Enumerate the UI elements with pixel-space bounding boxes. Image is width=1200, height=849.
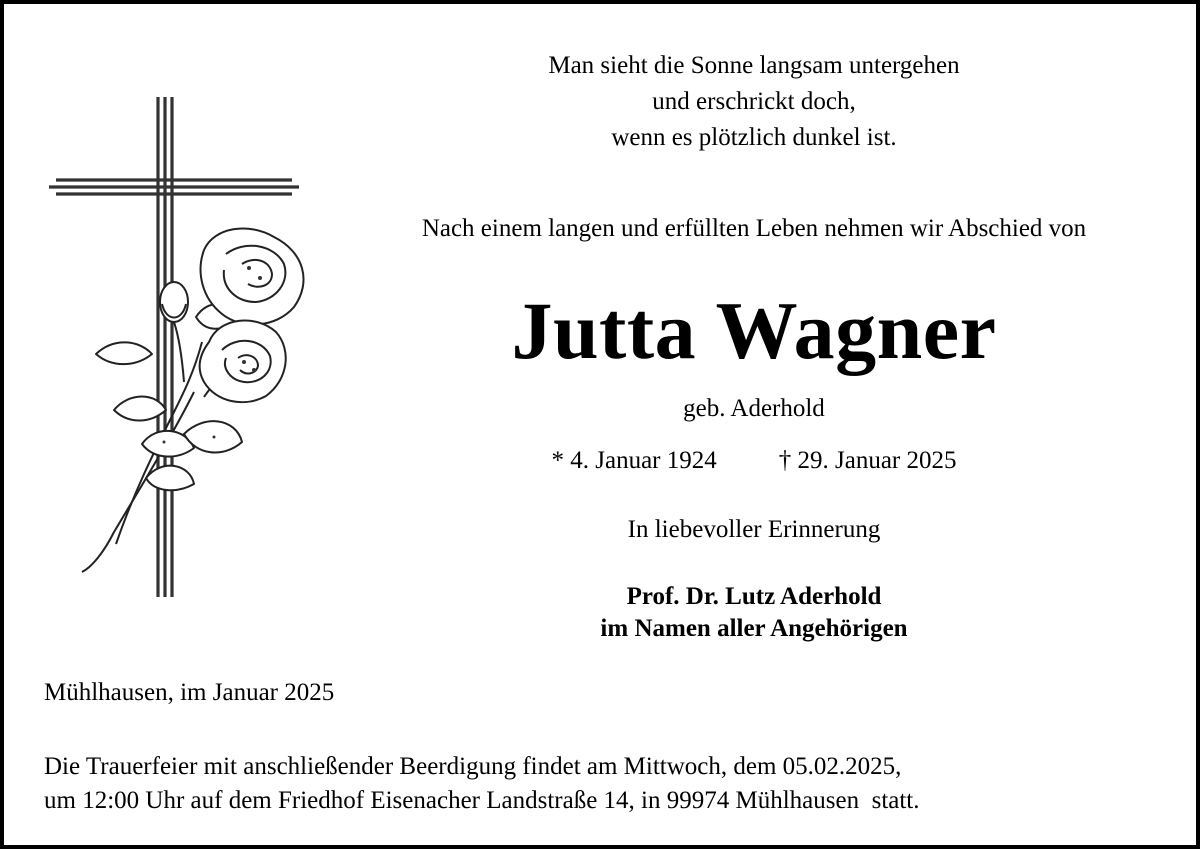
birth-date: * 4. Januar 1924 [551, 447, 717, 474]
memory-line: In liebevoller Erinnerung [627, 516, 881, 543]
funeral-details [44, 750, 920, 818]
poem [304, 48, 1200, 156]
death-date: † 29. Januar 2025 [778, 447, 957, 474]
poem-line: und erschrickt doch, [652, 88, 856, 115]
poem-line: wenn es plötzlich dunkel ist. [611, 124, 897, 151]
funeral-line: um 12:00 Uhr auf dem Friedhof Eisenacher Landstraße 14, in 99974 Mühlhausen statt. [44, 787, 920, 814]
funeral-line: Die Trauerfeier mit anschließender Beerdigung findet am Mittwoch, dem 05.02.2025, [44, 753, 902, 780]
place-date: Mühlhausen, im Januar 2025 [44, 679, 335, 706]
cross-with-roses-icon [44, 92, 314, 602]
deceased-name: Jutta Wagner [511, 285, 997, 376]
signer-name: Prof. Dr. Lutz Aderhold [626, 583, 882, 610]
maiden-name: geb. Aderhold [683, 395, 825, 422]
signer-family: im Namen aller Angehörigen [600, 615, 908, 642]
intro-text: Nach einem langen und erfüllten Leben nehmen wir Abschied von [421, 215, 1087, 242]
life-dates [304, 444, 1200, 478]
poem-line: Man sieht die Sonne langsam untergehen [548, 52, 960, 79]
signers [304, 581, 1200, 645]
